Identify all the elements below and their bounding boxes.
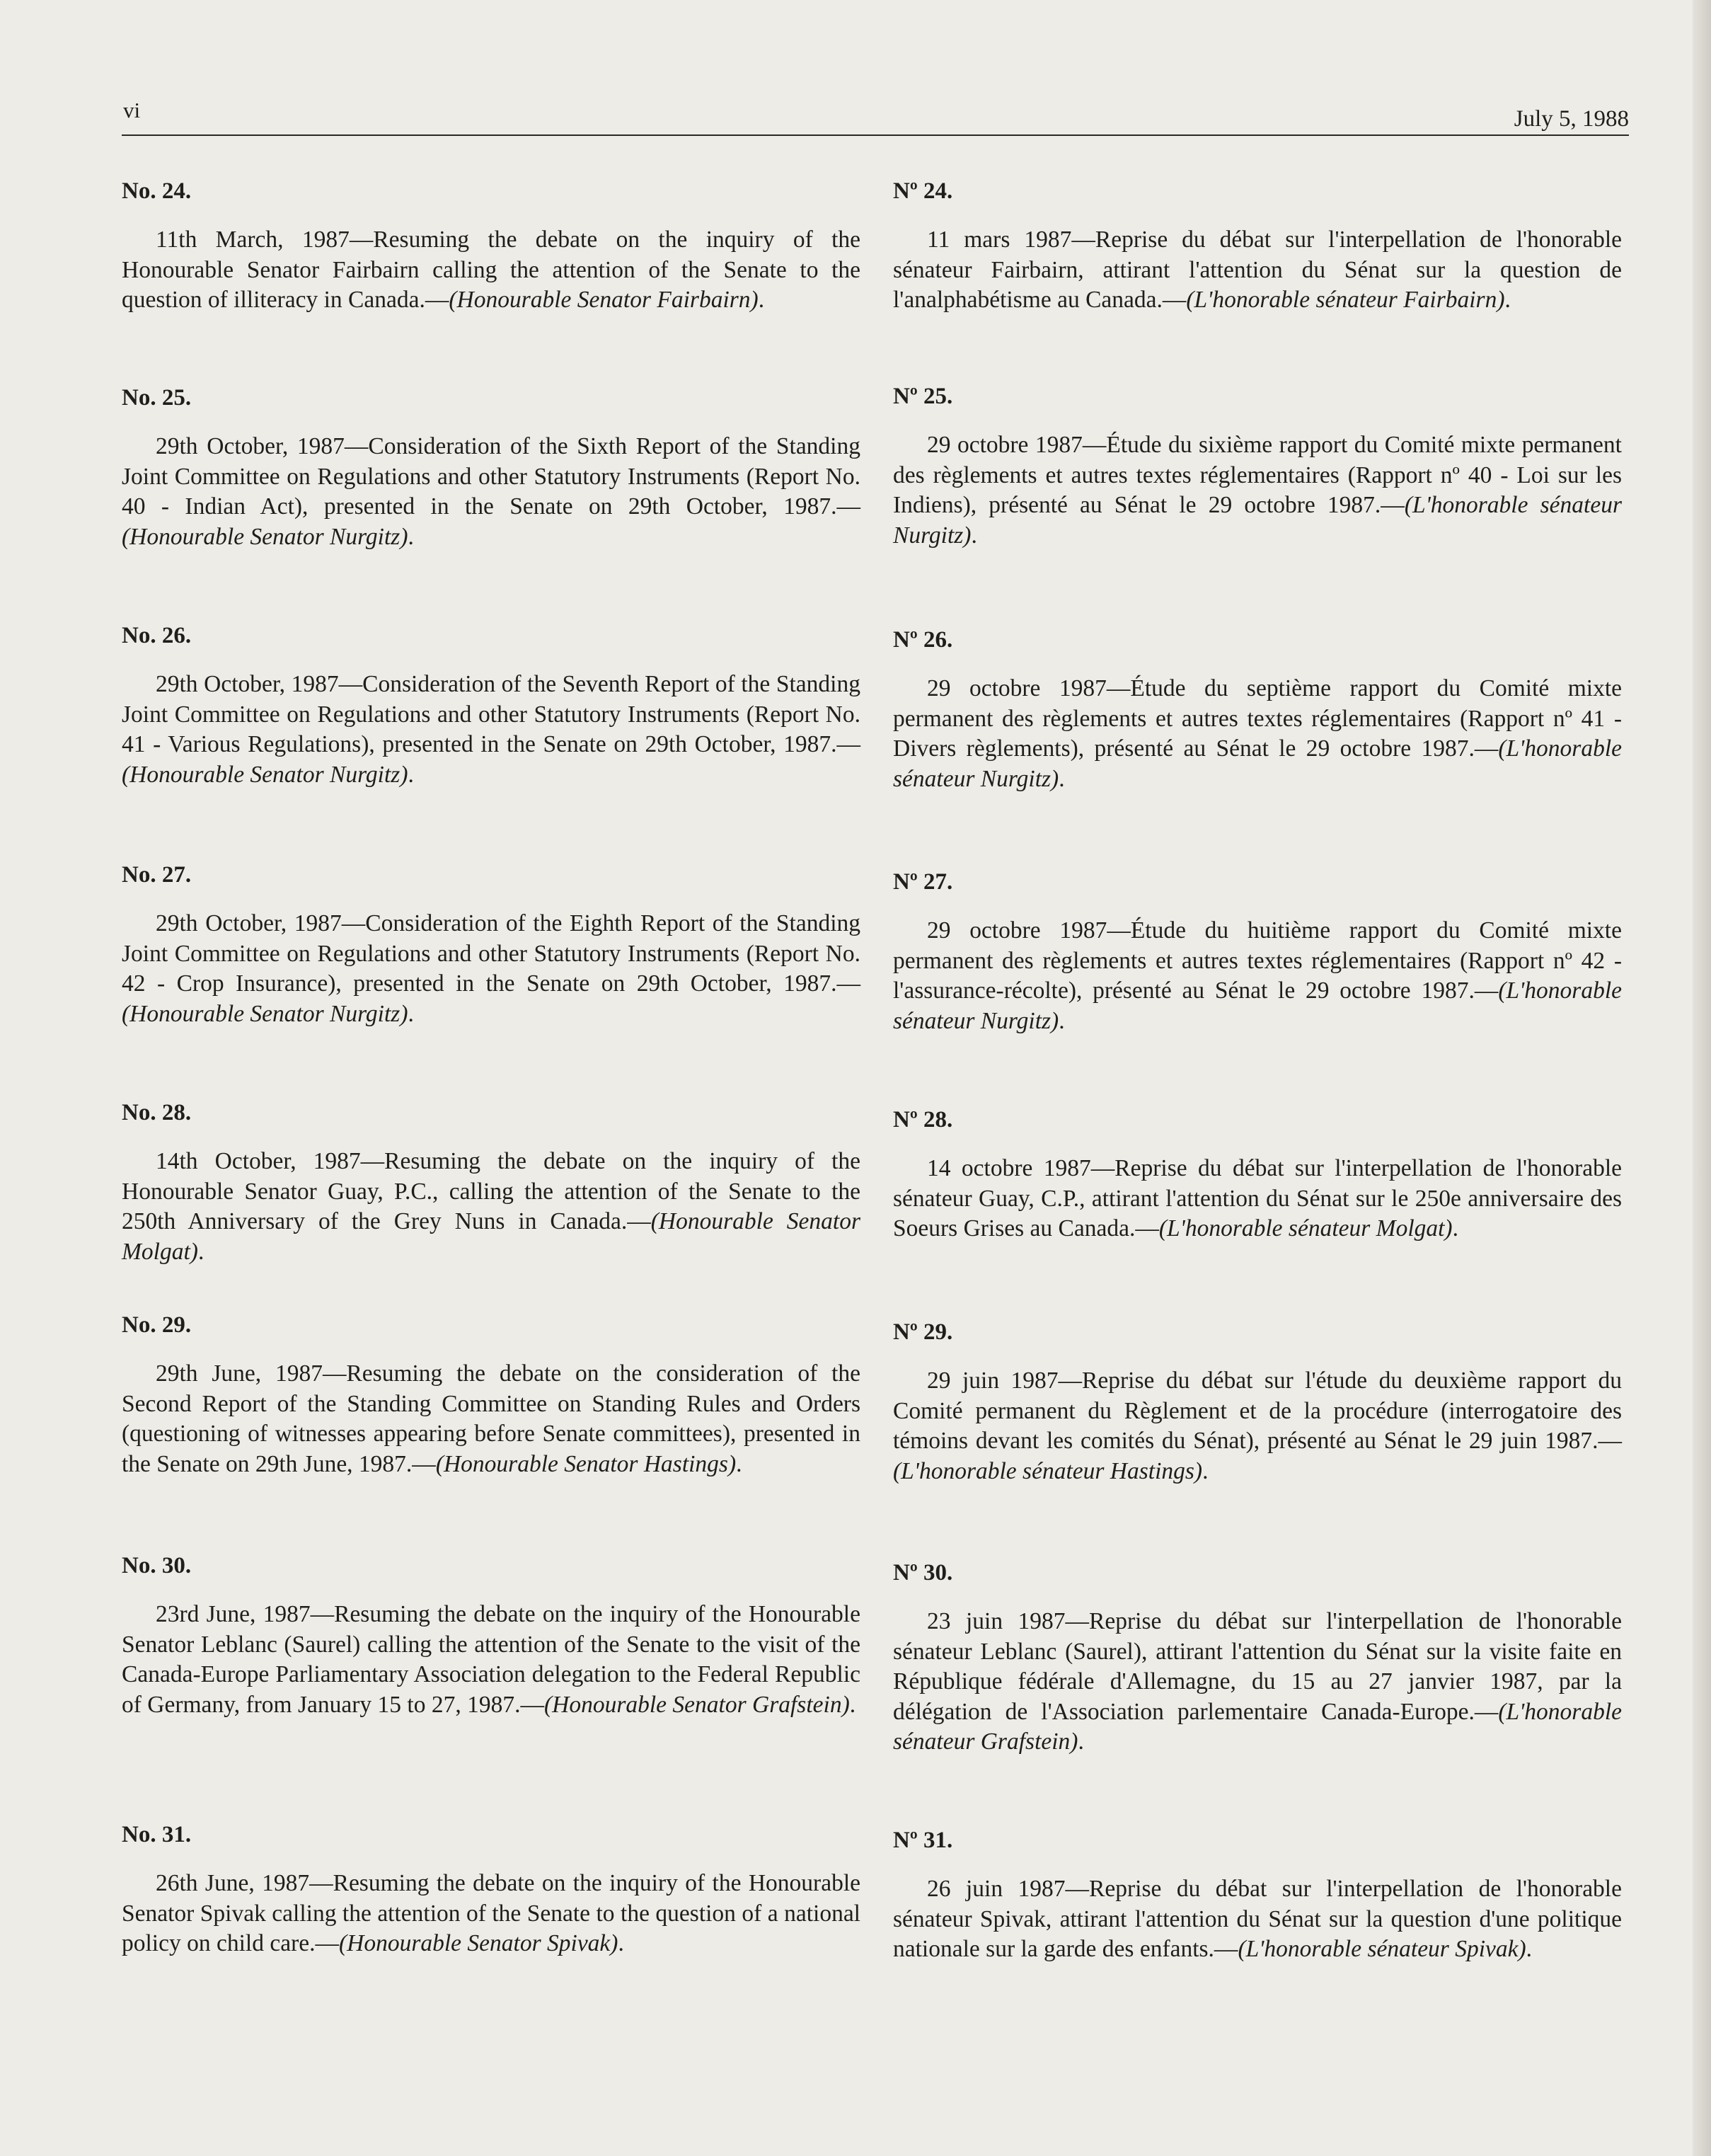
entry-28-en	[122, 1097, 860, 1267]
entry-28-fr	[893, 1104, 1622, 1244]
entry-number: No. 24.	[122, 178, 192, 204]
entry-25-en	[122, 382, 860, 552]
mover: (Honourable Senator Molgat)	[122, 1208, 860, 1265]
entry-number: Nº 26.	[893, 627, 953, 653]
entry-number: Nº 25.	[893, 384, 953, 409]
entry-text: 29th October, 1987—Consideration of the Eighth Report of the Standing Joint Committee on Regulations and other Statutory Instruments (Report No. 42 - Crop Insurance), presented in the Senate on 29th October, 1987.—(Honourable Senator Nurgitz).	[122, 910, 860, 1027]
entry-number: No. 27.	[122, 862, 192, 888]
entry-text: 11th March, 1987—Resuming the debate on the inquiry of the Honourable Senator Fairbairn calling the attention of the Senate to the question of illiteracy in Canada.—(Honourable Senator Fairbairn).	[122, 227, 860, 313]
mover: (Honourable Senator Nurgitz)	[122, 1000, 408, 1027]
entry-text: 29th October, 1987—Consideration of the Sixth Report of the Standing Joint Committee on Regulations and other Statutory Instruments (Report No. 40 - Indian Act), presented in the Senate on 29th October, 1987.—(Honourable Senator Nurgitz).	[122, 433, 860, 550]
entry-number: No. 25.	[122, 385, 192, 411]
entry-30-en	[122, 1550, 860, 1720]
entry-number: Nº 30.	[893, 1560, 953, 1586]
entry-27-en	[122, 859, 860, 1029]
page-date: July 5, 1988	[1514, 106, 1629, 132]
entry-29-en	[122, 1309, 860, 1479]
entry-30-fr	[893, 1557, 1622, 1758]
mover: (L'honorable sénateur Nurgitz)	[893, 492, 1622, 549]
entry-text: 23rd June, 1987—Resuming the debate on the inquiry of the Honourable Senator Leblanc (Saurel) calling the attention of the Senate to the visit of the Canada-Europe Parliamentary Association delegation to the Federal Republic of Germany, from January 15 to 27, 1987.—(Honourable Senator Grafstein).	[122, 1601, 860, 1718]
mover: (L'honorable sénateur Nurgitz)	[893, 977, 1622, 1034]
entry-24-fr	[893, 176, 1622, 316]
entry-26-fr	[893, 624, 1622, 794]
mover: (Honourable Senator Fairbairn)	[449, 287, 759, 313]
entry-text: 29 octobre 1987—Étude du sixième rapport du Comité mixte permanent des règlements et autres textes réglementaires (Rapport nº 40 - Loi sur les Indiens), présenté au Sénat le 29 octobre 1987.—(L'honorable sénateur Nurgitz).	[893, 432, 1622, 549]
entry-text: 26 juin 1987—Reprise du débat sur l'interpellation de l'honorable sénateur Spivak, attirant l'attention du Sénat sur la question d'une politique nationale sur la garde des enfants.—(L'honorable sénateur Spivak).	[893, 1876, 1622, 1962]
mover: (Honourable Senator Spivak)	[338, 1930, 618, 1956]
entry-number: No. 30.	[122, 1553, 192, 1578]
mover: (Honourable Senator Nurgitz)	[122, 523, 408, 550]
entry-31-en	[122, 1819, 860, 1959]
entry-text: 29th October, 1987—Consideration of the Seventh Report of the Standing Joint Committee on Regulations and other Statutory Instruments (Report No. 41 - Various Regulations), presented in the Senate on 29th October, 1987.—(Honourable Senator Nurgitz).	[122, 671, 860, 788]
entry-text: 29th June, 1987—Resuming the debate on the consideration of the Second Report of the Standing Committee on Standing Rules and Orders (questioning of witnesses appearing before Senate committees), presented in the Senate on 29th June, 1987.—(Honourable Senator Hastings).	[122, 1360, 860, 1477]
entry-number: Nº 28.	[893, 1107, 953, 1133]
page-number: vi	[123, 98, 141, 122]
entry-number: No. 28.	[122, 1100, 192, 1125]
mover: (Honourable Senator Grafstein)	[543, 1691, 850, 1718]
entry-number: Nº 29.	[893, 1319, 953, 1345]
entry-number: No. 31.	[122, 1822, 192, 1847]
entry-text: 29 octobre 1987—Étude du huitième rapport du Comité mixte permanent des règlements et autres textes réglementaires (Rapport nº 42 - l'assurance-récolte), présenté au Sénat le 29 octobre 1987.—(L'honorable sénateur Nurgitz).	[893, 917, 1622, 1034]
mover: (L'honorable sénateur Fairbairn)	[1186, 287, 1505, 313]
entry-text: 11 mars 1987—Reprise du débat sur l'interpellation de l'honorable sénateur Fairbairn, attirant l'attention du Sénat sur la question de l'analphabétisme au Canada.—(L'honorable sénateur Fairbairn).	[893, 227, 1622, 313]
mover: (L'honorable sénateur Hastings)	[893, 1457, 1203, 1484]
mover: (L'honorable sénateur Spivak)	[1238, 1936, 1526, 1962]
entry-number: No. 26.	[122, 623, 192, 648]
entry-text: 26th June, 1987—Resuming the debate on the inquiry of the Honourable Senator Spivak calling the attention of the Senate to the question of a national policy on child care.—(Honourable Senator Spivak).	[122, 1870, 860, 1956]
entry-31-fr	[893, 1825, 1622, 1965]
entry-number: Nº 24.	[893, 178, 953, 204]
entry-text: 14 octobre 1987—Reprise du débat sur l'interpellation de l'honorable sénateur Guay, C.P., attirant l'attention du Sénat sur le 250e anniversaire des Soeurs Grises au Canada.—(L'honorable sénateur Molgat).	[893, 1155, 1622, 1242]
entry-27-fr	[893, 866, 1622, 1036]
mover: (L'honorable sénateur Molgat)	[1158, 1215, 1453, 1242]
entry-number: Nº 27.	[893, 869, 953, 895]
mover: (Honourable Senator Hastings)	[435, 1450, 737, 1477]
entry-text: 14th October, 1987—Resuming the debate on the inquiry of the Honourable Senator Guay, P.C., calling the attention of the Senate to the 250th Anniversary of the Grey Nuns in Canada.—(Honourable Senator Molgat).	[122, 1148, 860, 1265]
entry-24-en	[122, 176, 860, 316]
mover: (Honourable Senator Nurgitz)	[122, 761, 408, 788]
entry-25-fr	[893, 381, 1622, 551]
entry-number: No. 29.	[122, 1312, 192, 1338]
entry-text: 29 octobre 1987—Étude du septième rapport du Comité mixte permanent des règlements et autres textes réglementaires (Rapport nº 41 - Divers règlements), présenté au Sénat le 29 octobre 1987.—(L'honorable sénateur Nurgitz).	[893, 675, 1622, 792]
entry-text: 23 juin 1987—Reprise du débat sur l'interpellation de l'honorable sénateur Leblanc (Saurel), attirant l'attention du Sénat sur la visite faite en République fédérale d'Allemagne, du 15 au 27 janvier 1987, par la délégation de l'Association parlementaire Canada-Europe.—(L'honorable sénateur Grafstein).	[893, 1608, 1622, 1755]
entry-29-fr	[893, 1317, 1622, 1486]
entry-number: Nº 31.	[893, 1828, 953, 1853]
page-edge	[1693, 0, 1711, 2156]
entry-text: 29 juin 1987—Reprise du débat sur l'étude du deuxième rapport du Comité permanent du Règlement et de la procédure (interrogatoire des témoins devant les comités du Sénat), présenté au Sénat le 29 juin 1987.—(L'honorable sénateur Hastings).	[893, 1367, 1622, 1484]
mover: (L'honorable sénateur Grafstein)	[893, 1698, 1622, 1755]
page-header	[122, 93, 1629, 136]
entry-26-en	[122, 620, 860, 790]
mover: (L'honorable sénateur Nurgitz)	[893, 735, 1622, 792]
